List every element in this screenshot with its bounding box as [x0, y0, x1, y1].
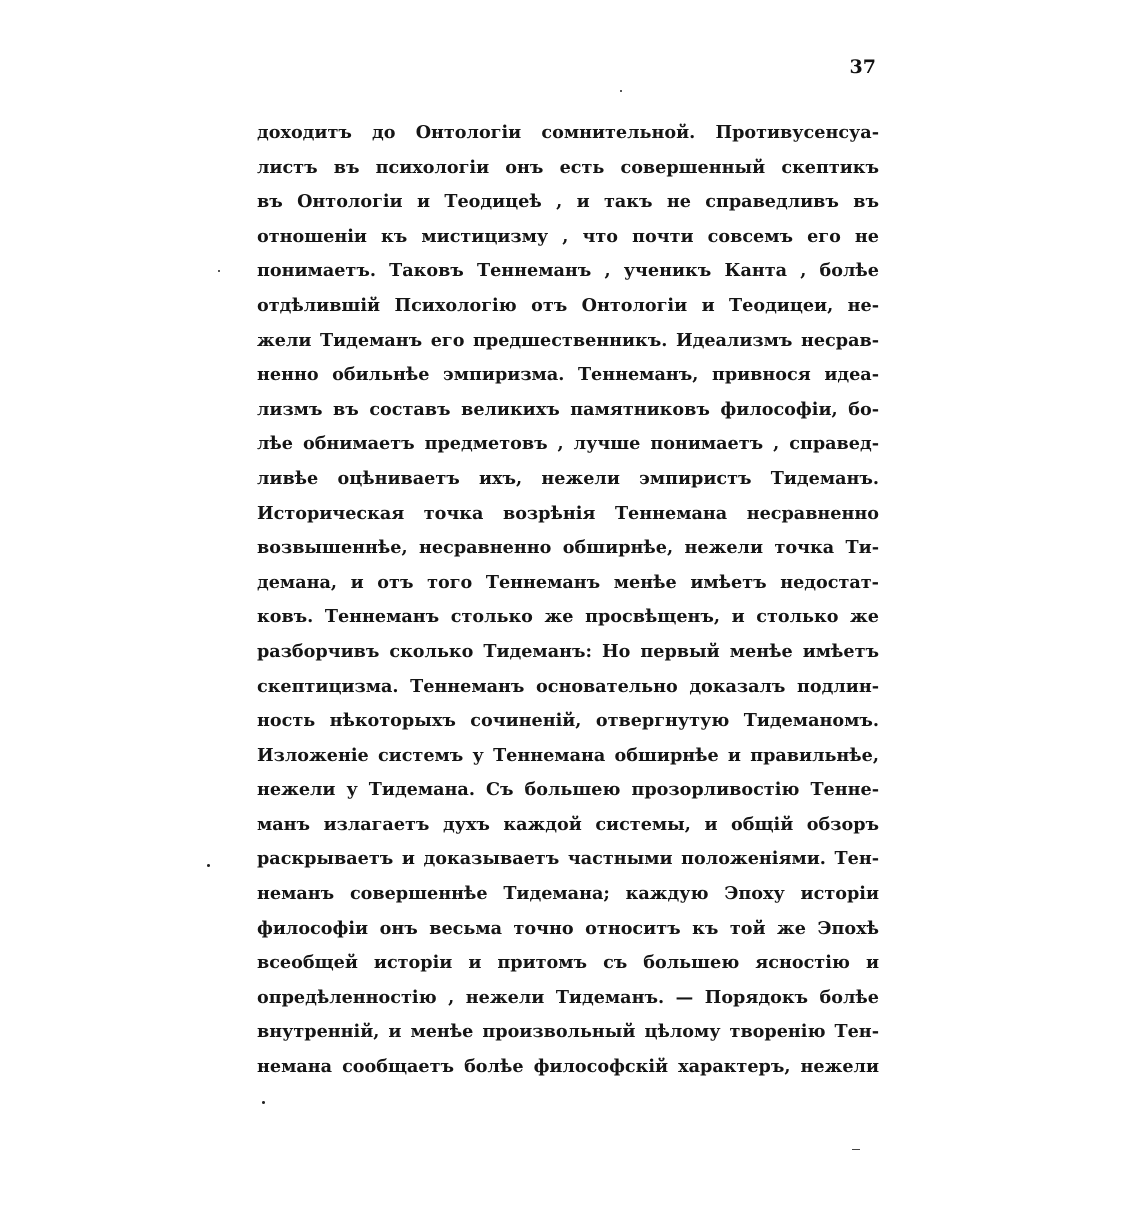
text-line: демана, и отъ того Теннеманъ менѣе имѣетъ недостат-: [257, 571, 879, 593]
text-line: ливѣе оцѣниваетъ ихъ, нежели эмпиристъ Тидеманъ.: [257, 467, 879, 489]
text-line: манъ излагаетъ духъ каждой системы, и общій обзоръ: [257, 813, 879, 835]
scan-speck: [620, 90, 622, 92]
scan-speck: [852, 1149, 860, 1150]
text-line: философіи онъ весьма точно относитъ къ той же Эпохѣ: [257, 917, 879, 939]
scan-speck: [218, 270, 220, 272]
text-line: ность нѣкоторыхъ сочиненій, отвергнутую Тидеманомъ.: [257, 710, 879, 732]
text-line: въ Онтологіи и Теодицеѣ , и такъ не справедливъ въ: [257, 191, 879, 213]
text-line: немана сообщаетъ болѣе философскій характеръ, нежели: [257, 1056, 879, 1078]
text-line: раскрываетъ и доказываетъ частными положеніями. Тен-: [257, 848, 879, 870]
scan-speck: [262, 1101, 265, 1104]
body-text: [257, 116, 879, 1085]
text-line: Историческая точка возрѣнія Теннемана несравненно: [257, 502, 879, 524]
text-line: ненно обильнѣе эмпиризма. Теннеманъ, привнося идеа-: [257, 364, 879, 386]
text-line: доходитъ до Онтологіи сомнительной. Противусенсуа-: [257, 122, 879, 143]
text-line: лѣе обнимаетъ предметовъ , лучше понимаетъ , справед-: [257, 433, 879, 455]
scan-speck: [207, 864, 210, 867]
text-line: отдѣлившій Психологію отъ Онтологіи и Теодицеи, не-: [257, 294, 879, 316]
text-line: жели Тидеманъ его предшественникъ. Идеализмъ несрав-: [257, 329, 879, 351]
text-line: внутренній, и менѣе произвольный цѣлому творенію Тен-: [257, 1021, 879, 1043]
text-line: скептицизма. Теннеманъ основательно доказалъ подлин-: [257, 675, 879, 697]
text-line: разборчивъ сколько Тидеманъ: Но первый менѣе имѣетъ: [257, 640, 879, 662]
text-line: неманъ совершеннѣе Тидемана; каждую Эпоху исторіи: [257, 883, 879, 905]
text-line: всеобщей исторіи и притомъ съ большею ясностію и: [257, 952, 879, 974]
text-line: опредѣленностію , нежели Тидеманъ. — Порядокъ болѣе: [257, 986, 879, 1008]
text-line: Изложеніе системъ у Теннемана обширнѣе и правильнѣе,: [257, 744, 879, 766]
text-line: нежели у Тидемана. Съ большею прозорливостію Теннe-: [257, 779, 879, 801]
page-number: 37: [849, 56, 876, 78]
text-line: отношеніи къ мистицизму , что почти совсемъ его не: [257, 225, 879, 247]
text-line: листъ въ психологіи онъ есть совершенный скептикъ: [257, 156, 879, 178]
text-line: ковъ. Теннеманъ столько же просвѣщенъ, и столько же: [257, 606, 879, 628]
text-line: возвышеннѣе, несравненно обширнѣе, нежели точка Ти-: [257, 537, 879, 559]
text-line: лизмъ въ составъ великихъ памятниковъ философіи, бо-: [257, 398, 879, 420]
text-line: понимаетъ. Таковъ Теннеманъ , ученикъ Канта , болѣе: [257, 260, 879, 282]
